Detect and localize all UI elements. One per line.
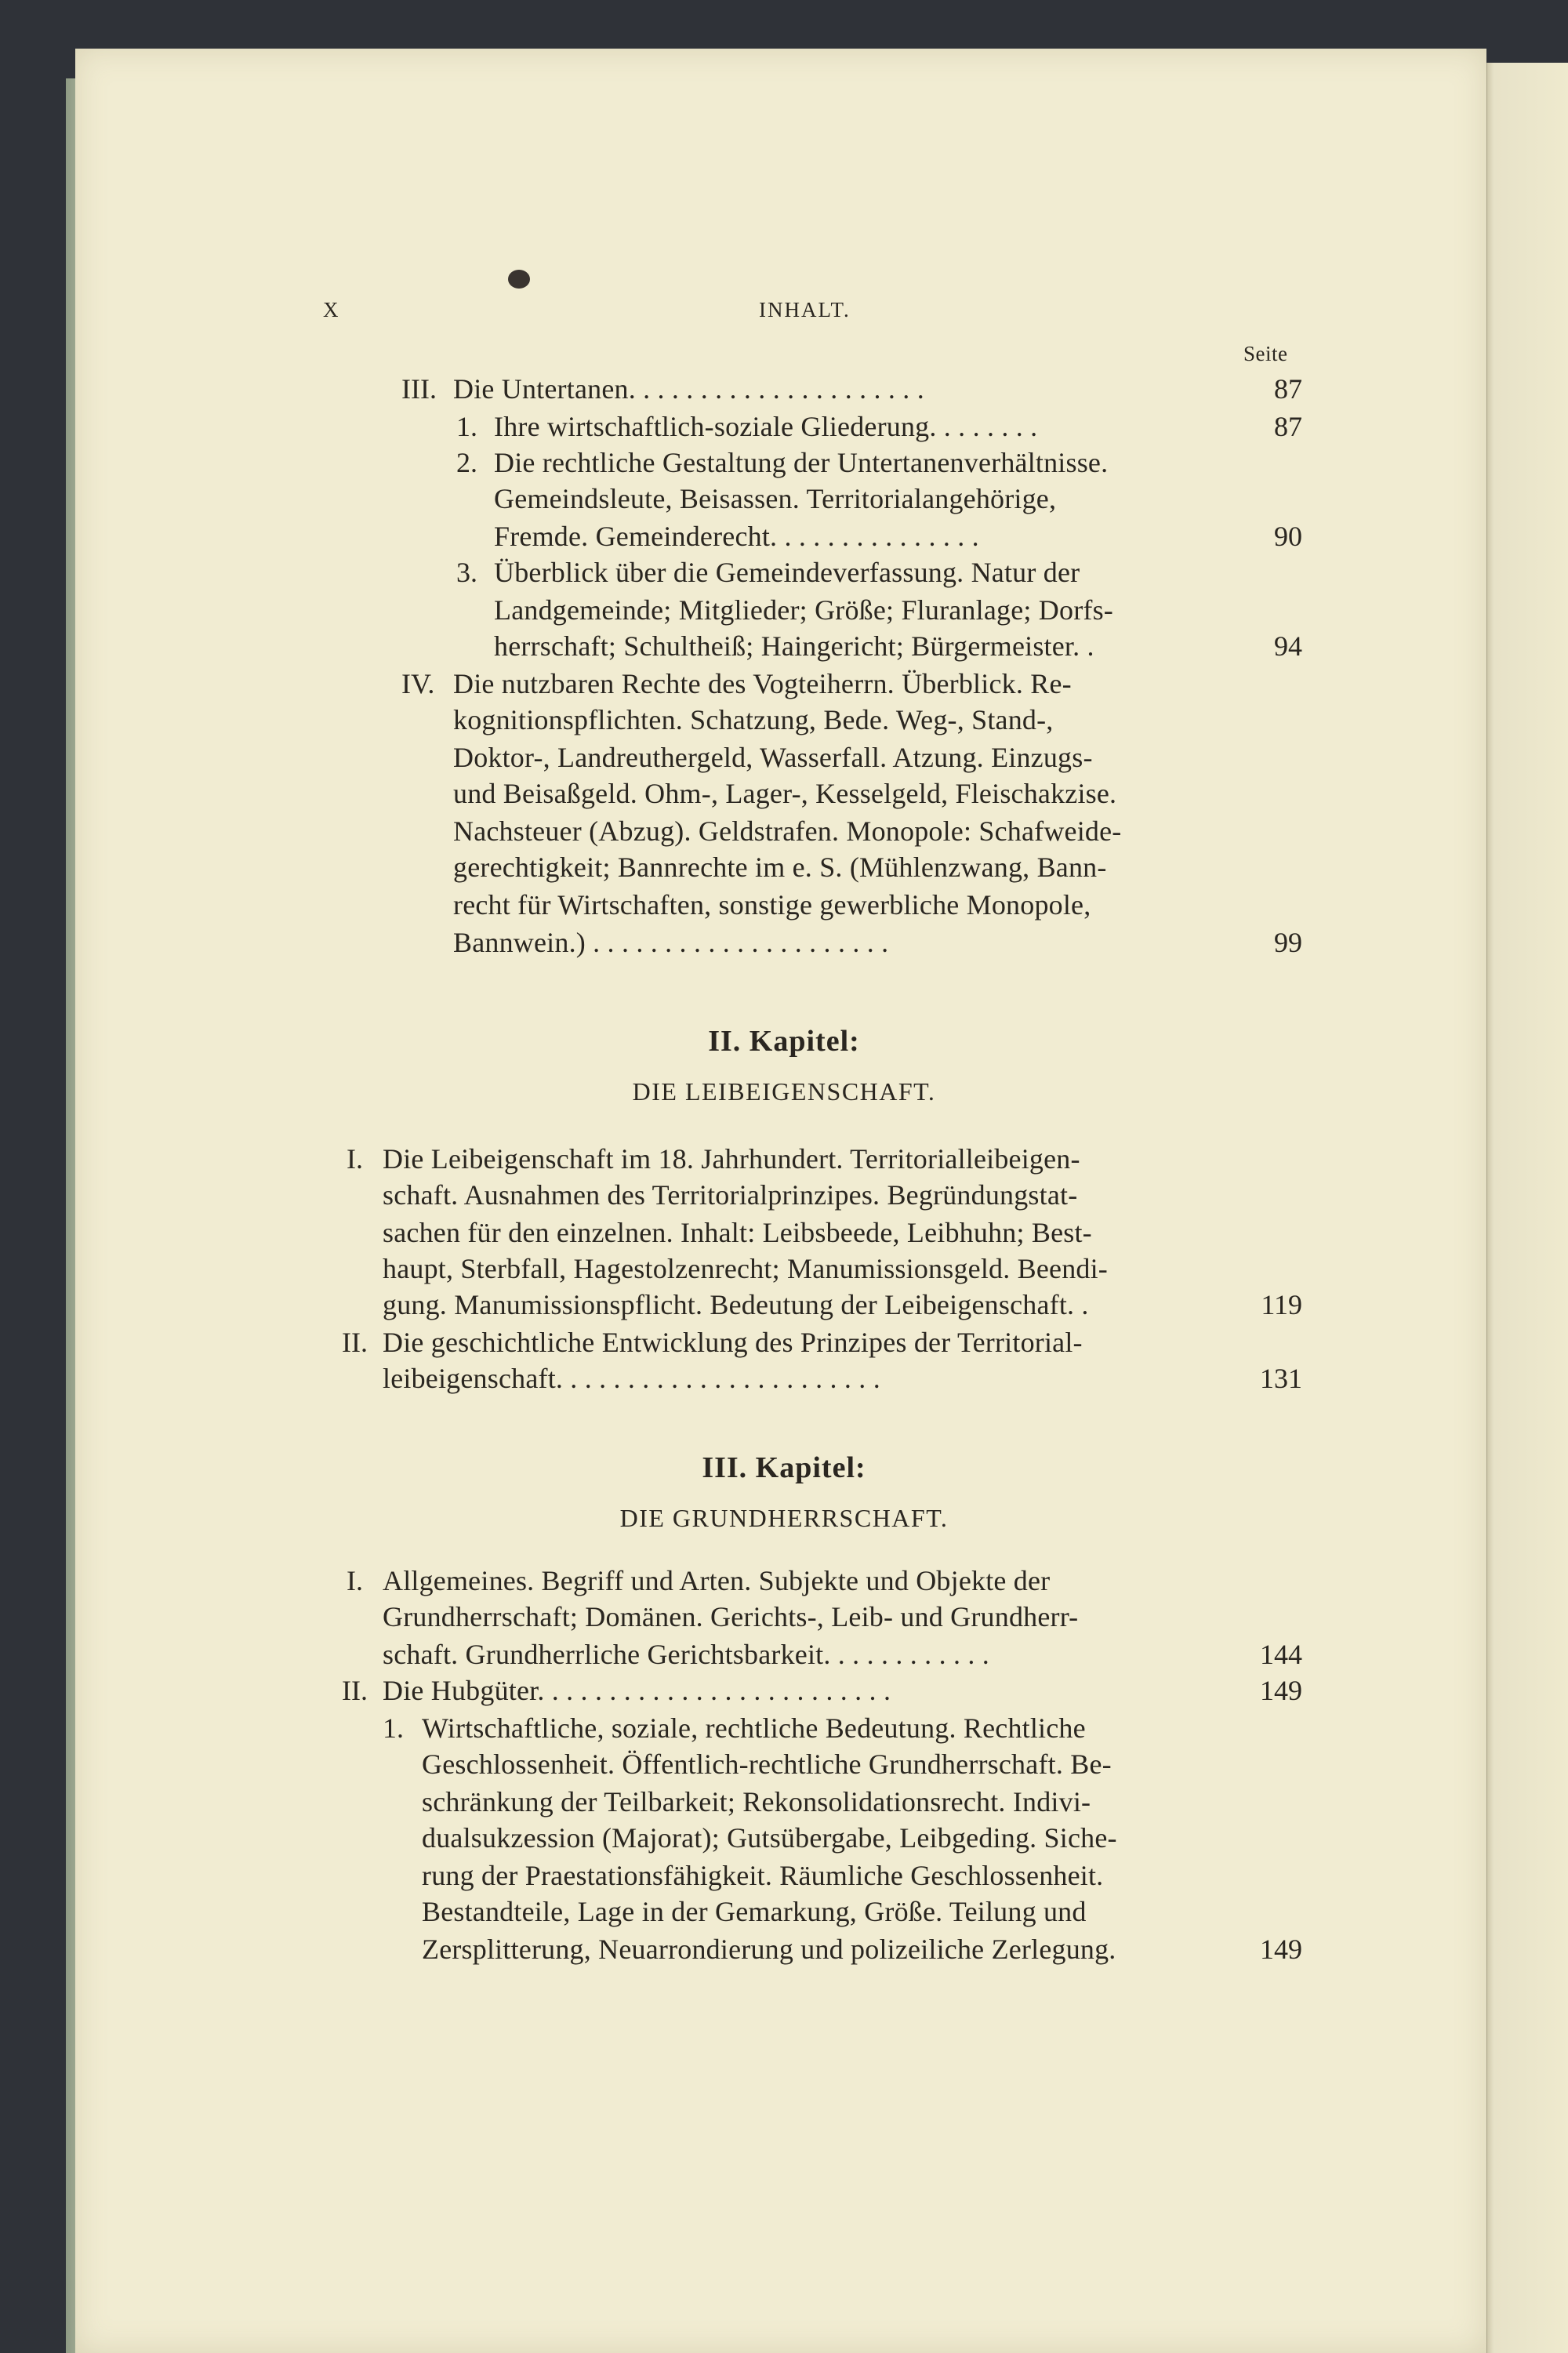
- entry-text: dualsukzession (Majorat); Gutsübergabe, Leibgeding. Siche-: [422, 1822, 1117, 1854]
- entry-page: 131: [1260, 1363, 1302, 1394]
- entry-text: Gemeindsleute, Beisassen. Territorialangehörige,: [494, 483, 1057, 514]
- entry-text: Landgemeinde; Mitglieder; Größe; Fluranlage; Dorfs-: [494, 594, 1113, 626]
- entry-page: 94: [1274, 630, 1302, 662]
- entry-text: Bannwein.) . . . . . . . . . . . . . . . . . . . . .: [453, 927, 889, 958]
- entry-text: leibeigenschaft. . . . . . . . . . . . . . . . . . . . . . .: [383, 1363, 880, 1394]
- page-number: X: [323, 298, 340, 321]
- entry-page: 119: [1261, 1289, 1302, 1320]
- entry-text: schaft. Grundherrliche Gerichtsbarkeit. . . . . . . . . . . .: [383, 1639, 989, 1670]
- entry-text: gung. Manumissionspflicht. Bedeutung der Leibeigenschaft. .: [383, 1289, 1089, 1320]
- chapter-3-subtitle: DIE GRUNDHERRSCHAFT.: [619, 1504, 949, 1532]
- entry-text: Überblick über die Gemeindeverfassung. Natur der: [494, 557, 1080, 588]
- entry-text: haupt, Sterbfall, Hagestolzenrecht; Manumissionsgeld. Beendi-: [383, 1253, 1108, 1284]
- entry-text: Die rechtliche Gestaltung der Untertanenverhältnisse.: [494, 447, 1109, 478]
- chapter-2-subtitle: DIE LEIBEIGENSCHAFT.: [632, 1077, 936, 1106]
- page-column-label: Seite: [1243, 342, 1288, 365]
- entry-page: 149: [1260, 1934, 1302, 1965]
- adjacent-page-edge: [1486, 63, 1568, 2353]
- entry-text: Die Leibeigenschaft im 18. Jahrhundert. Territorialleibeigen-: [383, 1143, 1080, 1175]
- entry-text: schränkung der Teilbarkeit; Rekonsolidationsrecht. Indivi-: [422, 1786, 1091, 1817]
- entry-text: Allgemeines. Begriff und Arten. Subjekte und Objekte der: [383, 1565, 1051, 1596]
- entry-text: Geschlossenheit. Öffentlich-rechtliche Grundherrschaft. Be-: [422, 1748, 1112, 1780]
- entry-text: schaft. Ausnahmen des Territorialprinzipes. Begründungstat-: [383, 1179, 1078, 1211]
- running-title: INHALT.: [759, 298, 851, 321]
- entry-text: rung der Praestationsfähigkeit. Räumliche Geschlossenheit.: [422, 1860, 1104, 1891]
- entry-page: 99: [1274, 927, 1302, 958]
- entry-page: 87: [1274, 373, 1302, 405]
- entry-text: Fremde. Gemeinderecht. . . . . . . . . . . . . . .: [494, 521, 979, 552]
- entry-number: 3.: [456, 557, 477, 588]
- entry-number: 2.: [456, 447, 477, 478]
- entry-text: recht für Wirtschaften, sonstige gewerbliche Monopole,: [453, 889, 1091, 921]
- entry-text: gerechtigkeit; Bannrechte im e. S. (Mühlenzwang, Bann-: [453, 852, 1107, 883]
- entry-number: II.: [342, 1327, 368, 1358]
- ink-blot-mark: [508, 270, 530, 289]
- entry-page: 87: [1274, 411, 1302, 442]
- entry-number: IV.: [401, 668, 435, 699]
- entry-text: Die nutzbaren Rechte des Vogteiherrn. Überblick. Re-: [453, 668, 1072, 699]
- entry-text: kognitionspflichten. Schatzung, Bede. Weg-, Stand-,: [453, 704, 1054, 735]
- entry-page: 144: [1260, 1639, 1302, 1670]
- entry-number: III.: [401, 373, 437, 405]
- entry-page: 90: [1274, 521, 1302, 552]
- entry-text: und Beisaßgeld. Ohm-, Lager-, Kesselgeld, Fleischakzise.: [453, 778, 1117, 809]
- entry-text: Bestandteile, Lage in der Gemarkung, Größe. Teilung und: [422, 1896, 1087, 1927]
- chapter-3-title: III. Kapitel:: [702, 1451, 866, 1484]
- entry-text: Doktor-, Landreuthergeld, Wasserfall. Atzung. Einzugs-: [453, 742, 1093, 773]
- entry-text: Grundherrschaft; Domänen. Gerichts-, Leib- und Grundherr-: [383, 1601, 1079, 1632]
- entry-number: I.: [347, 1143, 363, 1175]
- entry-text: sachen für den einzelnen. Inhalt: Leibsbeede, Leibhuhn; Best-: [383, 1217, 1092, 1248]
- entry-text: Ihre wirtschaftlich-soziale Gliederung. . . . . . . .: [494, 411, 1038, 442]
- entry-text: Die Untertanen. . . . . . . . . . . . . . . . . . . . .: [453, 373, 924, 405]
- entry-text: Die geschichtliche Entwicklung des Prinzipes der Territorial-: [383, 1327, 1083, 1358]
- chapter-2-title: II. Kapitel:: [708, 1025, 860, 1058]
- entry-text: Wirtschaftliche, soziale, rechtliche Bedeutung. Rechtliche: [422, 1712, 1086, 1744]
- entry-text: herrschaft; Schultheiß; Haingericht; Bürgermeister. .: [494, 630, 1094, 662]
- entry-text: Zersplitterung, Neuarrondierung und polizeiliche Zerlegung.: [422, 1934, 1116, 1965]
- entry-text: Die Hubgüter. . . . . . . . . . . . . . . . . . . . . . . . .: [383, 1675, 891, 1706]
- entry-number: II.: [342, 1675, 368, 1706]
- entry-number: 1.: [383, 1712, 404, 1744]
- entry-text: Nachsteuer (Abzug). Geldstrafen. Monopole: Schafweide-: [453, 815, 1122, 847]
- entry-page: 149: [1260, 1675, 1302, 1706]
- entry-number: 1.: [456, 411, 477, 442]
- entry-number: I.: [347, 1565, 363, 1596]
